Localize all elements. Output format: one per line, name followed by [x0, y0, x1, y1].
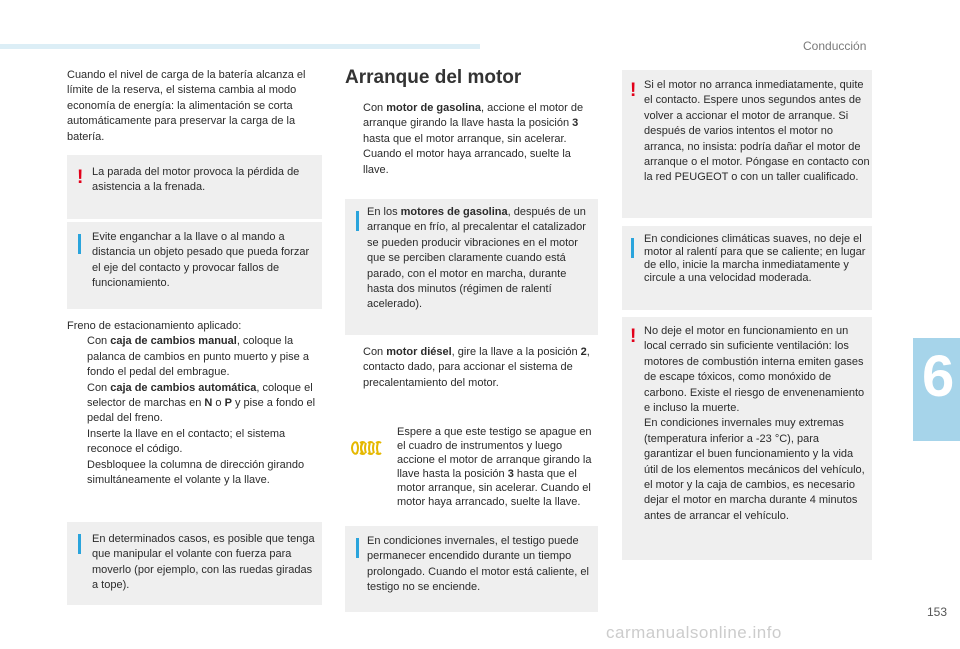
intro-paragraph — [67, 68, 323, 145]
parking-brake-steps — [67, 319, 324, 488]
step-automatic: Con caja de cambios automática, coloque el selector de marchas en N o P y pise a fondo el pedal del freno. — [87, 381, 316, 425]
warning-box-no-start — [622, 70, 872, 218]
info-icon — [356, 211, 359, 231]
info-text: En condiciones invernales, el testigo puede permanecer encendido durante un tiempo prolongado. Cuando el motor está caliente, el testigo no se enciende. — [367, 535, 589, 594]
info-text: En determinados casos, es posible que tenga que manipular el volante con fuerza para moverlo (por ejemplo, con las ruedas giradas a tope). — [92, 533, 315, 592]
warning-box-brake — [67, 155, 322, 219]
info-box-steering — [67, 522, 322, 605]
info-box-petrol — [345, 199, 598, 335]
step-manual: Con caja de cambios manual, coloque la palanca de cambios en punto muerto y pise a fondo el pedal del embrague. — [87, 335, 309, 379]
petrol-start: Con motor de gasolina, accione el motor de arranque girando la llave hasta la posición 3 hasta que el motor arranque, sin acelerar. Cuando el motor haya arrancado, suelte la llave. — [363, 102, 584, 176]
warning-text: Si el motor no arranca inmediatamente, quite el contacto. Espere unos segundos antes de volver a accionar el motor de arranque. Si después de varios intentos el motor no arranca, no insista: podría dañar el motor de arranque o el motor. Póngase en contacto con la red PEUGEOT o con un taller cualificado. — [644, 79, 870, 184]
diesel-start: Con motor diésel, gire la llave a la posición 2, contacto dado, para accionar el sistema de precalentamiento del motor. — [363, 346, 590, 389]
info-icon — [78, 534, 81, 554]
section-heading: Arranque del motor — [345, 67, 522, 88]
warning-icon: ! — [630, 326, 637, 347]
page-number: 153 — [927, 605, 948, 619]
header-bar — [0, 44, 480, 49]
info-icon — [78, 234, 81, 254]
info-icon — [631, 238, 634, 258]
watermark: carmanualsonline.info — [606, 623, 782, 642]
warning-box-ventilation — [622, 317, 872, 560]
info-box-key — [67, 222, 322, 309]
step-insert-key: Inserte la llave en el contacto; el sistema reconoce el código. — [87, 427, 286, 456]
step-unlock-steering: Desbloquee la columna de dirección girando simultáneamente el volante y la llave. — [87, 458, 305, 487]
info-icon — [356, 538, 359, 558]
intro-text: Cuando el nivel de carga de la batería alcanza el límite de la reserva, el sistema cambia al modo economía de energía: la alimentación se corta automáticamente para preservar la carga de la batería. — [67, 69, 306, 143]
warning-icon: ! — [77, 167, 84, 188]
warning-icon: ! — [630, 80, 637, 101]
warning-text: No deje el motor en funcionamiento en un local cerrado sin suficiente ventilación: los motores de combustión interna emiten gases de escape tóxicos, como monóxido de carbono. Existe el riesgo de envenenamiento e incluso la muerte. En condiciones invernales muy extremas (temperatura inferior a -23 °C), para garantizar el buen funcionamiento y la vida útil de los elementos mecánicos del vehículo, el motor y la caja de cambios, es necesario dejar el motor en marcha durante 4 minutos antes de arrancar el vehículo. — [644, 325, 865, 522]
info-box-winter — [345, 526, 598, 612]
chapter-number: 6 — [922, 344, 955, 409]
parking-title: Freno de estacionamiento aplicado: — [67, 320, 242, 332]
section-title: Conducción — [803, 39, 867, 53]
warning-text: La parada del motor provoca la pérdida de asistencia a la frenada. — [92, 166, 300, 194]
info-text: En los motores de gasolina, después de un arranque en frío, al precalentar el catalizador se pueden producir vibraciones en el motor que se perciben claramente cuando está parado, con el motor en marcha, durante hasta dos minutos (régimen de ralentí acelerado). — [367, 206, 586, 311]
lamp-instruction: Espere a que este testigo se apague en el cuadro de instrumentos y luego accione el motor de arranque girando la llave hasta la posición 3 hasta que el motor arranque, sin acelerar. Cuando el motor haya arrancado, suelte la llave. — [397, 426, 592, 508]
info-text: En condiciones climáticas suaves, no deje el motor al ralentí para que se caliente; en lugar de ello, inicie la marcha inmediatamente y circule a una velocidad moderada. — [644, 233, 866, 284]
info-text: Evite enganchar a la llave o al mando a distancia un objeto pesado que pueda forzar el eje del contacto y provocar fallos de funcionamiento. — [92, 231, 310, 290]
preheating-warning-lamp-icon — [351, 440, 383, 456]
info-box-mild-climate — [622, 226, 872, 310]
